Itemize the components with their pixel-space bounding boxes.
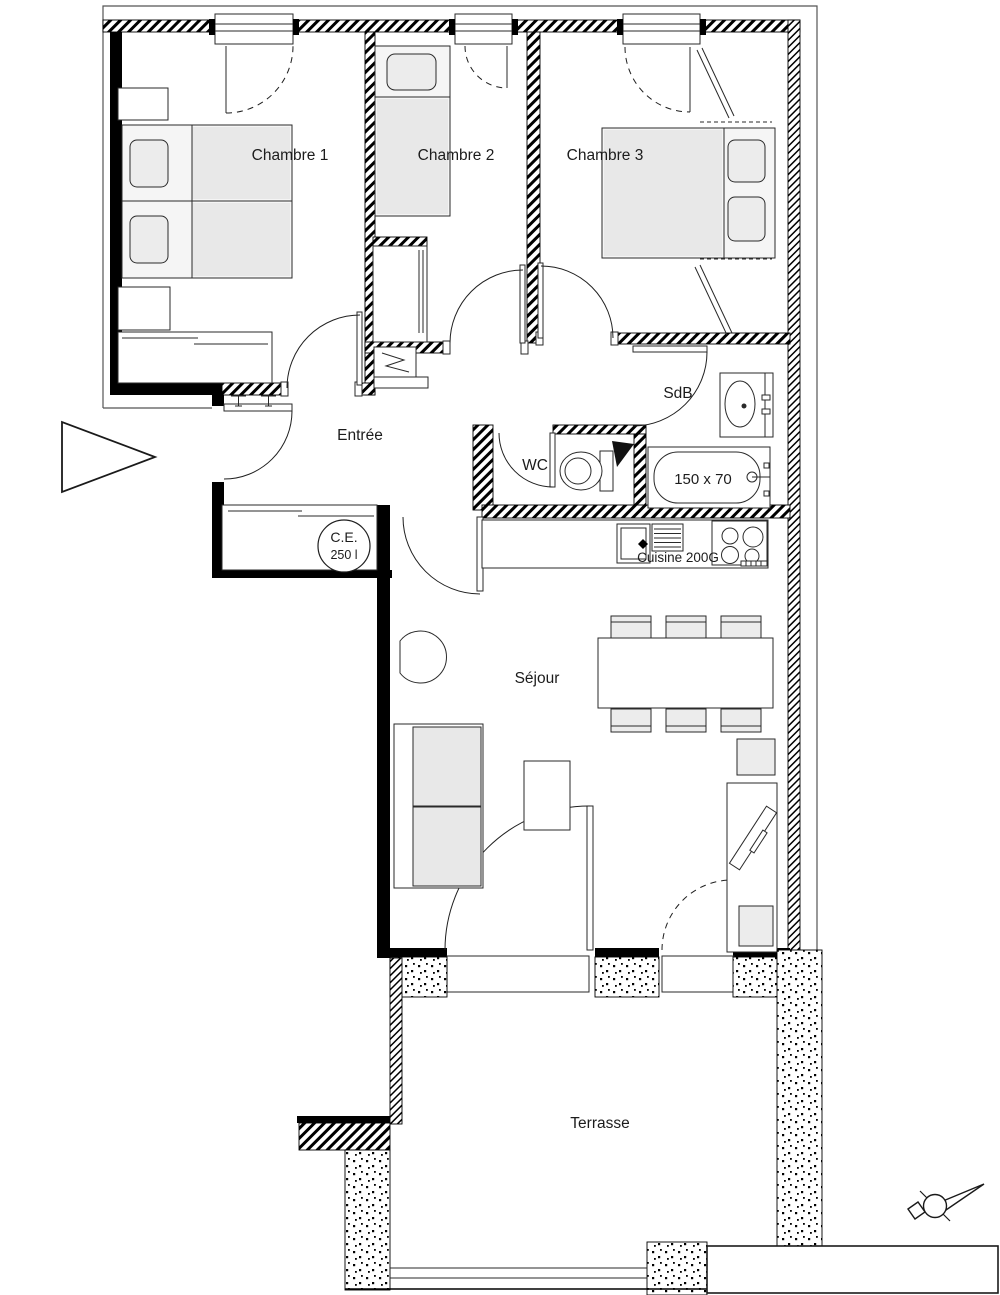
- pillow: [387, 54, 436, 90]
- pillow: [130, 140, 168, 187]
- dining-set: [598, 616, 773, 732]
- windows: [209, 14, 706, 113]
- entree-label: Entrée: [337, 427, 383, 444]
- window-chambre3: [617, 14, 706, 112]
- door-chambre2: [443, 265, 528, 354]
- coffee-table: [524, 761, 570, 830]
- chambre2-label: Chambre 2: [417, 147, 495, 164]
- sejour-label: Séjour: [514, 670, 560, 687]
- sofa: [394, 724, 483, 888]
- wc-label: WC: [522, 457, 548, 474]
- closet: [373, 246, 427, 342]
- armchair: [400, 631, 446, 683]
- entrance-arrow-icon: [62, 422, 155, 492]
- terrasse-structure: [297, 950, 822, 1295]
- dining-table: [598, 638, 773, 708]
- pillow: [130, 216, 168, 263]
- chambre2-furniture: [373, 46, 450, 388]
- wc-fixtures: [560, 441, 634, 491]
- water-heater: [318, 520, 370, 572]
- threshold: [447, 956, 589, 992]
- door-entrance: [224, 404, 292, 479]
- window-chambre2: [449, 14, 518, 88]
- washbasin: [720, 373, 773, 437]
- chambre3-label: Chambre 3: [566, 147, 644, 164]
- nightstand: [118, 287, 170, 330]
- cuisine-label: Cuisine 200G: [637, 550, 719, 565]
- window-chambre1: [209, 14, 299, 113]
- door-terrasse-2: [662, 880, 732, 950]
- oven: [652, 524, 683, 551]
- bathtub: [648, 447, 770, 508]
- chambre3-furniture: [602, 48, 775, 335]
- water-heater-label-1: C.E.: [330, 529, 358, 545]
- kitchen: [482, 520, 768, 568]
- door-chambre1: [281, 312, 362, 396]
- pillow: [728, 197, 765, 241]
- threshold: [662, 956, 734, 992]
- chambre1-label: Chambre 1: [251, 147, 329, 164]
- water-heater-label-2: 250 l: [330, 548, 358, 562]
- sdb-label: SdB: [663, 385, 693, 402]
- bathtub-size-label: 150 x 70: [674, 471, 732, 488]
- shelf: [737, 739, 775, 775]
- pillow: [728, 140, 765, 182]
- title-block: [707, 1246, 998, 1293]
- door-chambre3: [536, 263, 618, 345]
- wardrobe: [118, 332, 272, 383]
- tv-desk: [727, 783, 779, 952]
- chambre1-furniture: [118, 88, 292, 383]
- toilet: [560, 452, 602, 490]
- entree-features: [222, 396, 377, 572]
- north-arrow-icon: [908, 1184, 984, 1221]
- duct: [612, 441, 634, 467]
- terrasse-label: Terrasse: [570, 1115, 630, 1132]
- nightstand: [118, 88, 168, 120]
- door-sejour: [403, 517, 483, 594]
- stove: [712, 521, 767, 566]
